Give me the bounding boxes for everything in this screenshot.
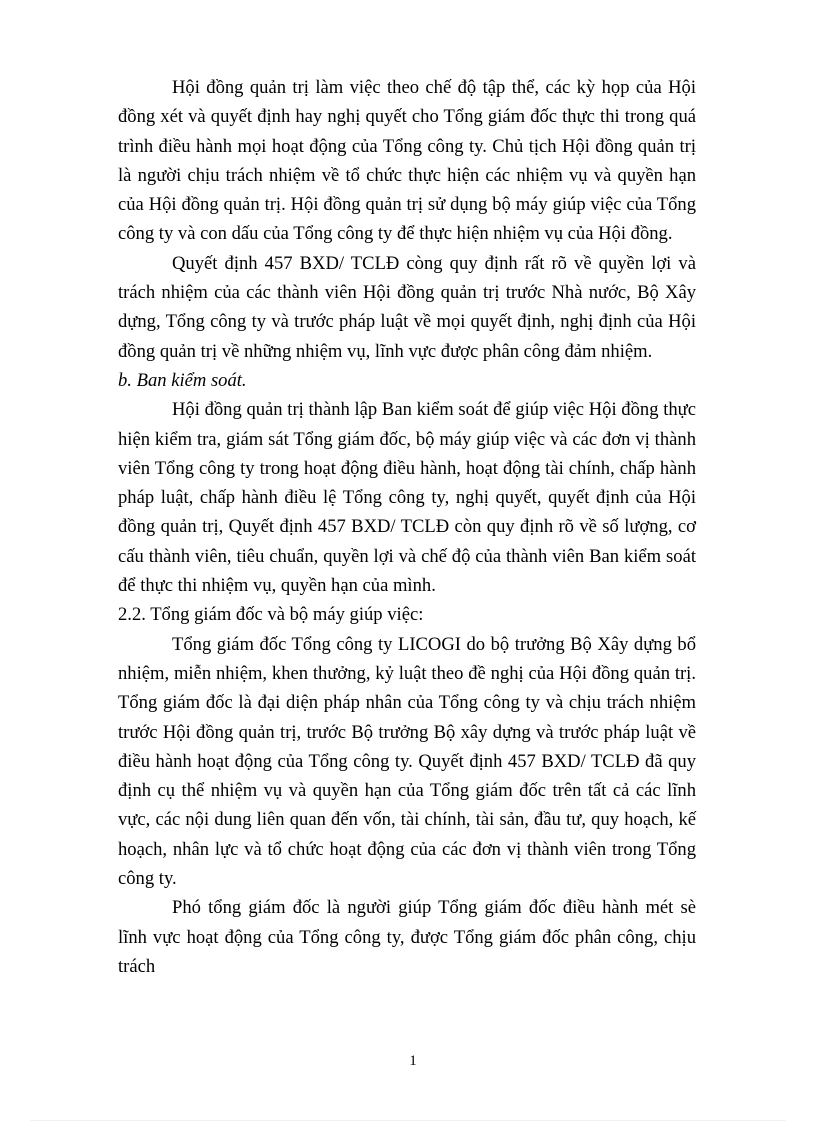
page-bottom-divider <box>30 1120 786 1121</box>
page-content <box>118 73 696 981</box>
paragraph-supervisory-board: Hội đồng quản trị thành lập Ban kiểm soát để giúp việc Hội đồng thực hiện kiểm tra, giám sát Tổng giám đốc, bộ máy giúp việc và các đơn vị thành viên Tổng công ty trong hoạt động điều hành, hoạt động tài chính, chấp hành pháp luật, chấp hành điều lệ Tổng công ty, nghị quyết, quyết định của Hội đồng quản trị, Quyết định 457 BXD/ TCLĐ còn quy định rõ về số lượng, cơ cấu thành viên, tiêu chuẩn, quyền lợi và chế độ của thành viên Ban kiểm soát để thực thi nhiệm vụ, quyền hạn của mình. <box>118 399 696 597</box>
paragraph-general-director: Tổng giám đốc Tổng công ty LICOGI do bộ trưởng Bộ Xây dựng bổ nhiệm, miễn nhiệm, khen thưởng, kỷ luật theo đề nghị của Hội đồng quản trị. Tổng giám đốc là đại diện pháp nhân của Tổng công ty và chịu trách nhiệm trước Hội đồng quản trị, trước Bộ trưởng Bộ xây dựng và trước pháp luật về điều hành hoạt động của Tổng công ty. Quyết định 457 BXD/ TCLĐ đã quy định cụ thể nhiệm vụ và quyền hạn của Tổng giám đốc trên tất cả các lĩnh vực, các nội dung liên quan đến vốn, tài chính, tài sản, đầu tư, quy hoạch, kế hoạch, nhân lực và tổ chức hoạt động của các đơn vị thành viên trong Tổng công ty. <box>118 633 696 890</box>
page-number: 1 <box>409 1053 417 1069</box>
heading-tong-giam-doc: 2.2. Tổng giám đốc và bộ máy giúp việc: <box>118 604 424 626</box>
paragraph-board-operations: Hội đồng quản trị làm việc theo chế độ tập thể, các kỳ họp của Hội đồng xét và quyết định hay nghị quyết cho Tổng giám đốc thực thi trong quá trình điều hành mọi hoạt động của Tổng công ty. Chủ tịch Hội đồng quản trị là người chịu trách nhiệm về tổ chức thực hiện các nhiệm vụ và quyền hạn của Hội đồng quản trị. Hội đồng quản trị sử dụng bộ máy giúp việc của Tổng công ty và con dấu của Tổng công ty để thực hiện nhiệm vụ của Hội đồng. <box>118 77 696 245</box>
heading-ban-kiem-soat: b. Ban kiểm soát. <box>118 369 247 391</box>
paragraph-deputy-director: Phó tổng giám đốc là người giúp Tổng giám đốc điều hành mét sè lĩnh vực hoạt động của Tổng công ty, được Tổng giám đốc phân công, chịu trách <box>118 897 696 977</box>
paragraph-decision-457: Quyết định 457 BXD/ TCLĐ còng quy định rất rõ về quyền lợi và trách nhiệm của các thành viên Hội đồng quản trị trước Nhà nước, Bộ Xây dựng, Tổng công ty và trước pháp luật về mọi quyết định, nghị định của Hội đồng quản trị về những nhiệm vụ, lĩnh vực được phân công đảm nhiệm. <box>118 252 696 362</box>
